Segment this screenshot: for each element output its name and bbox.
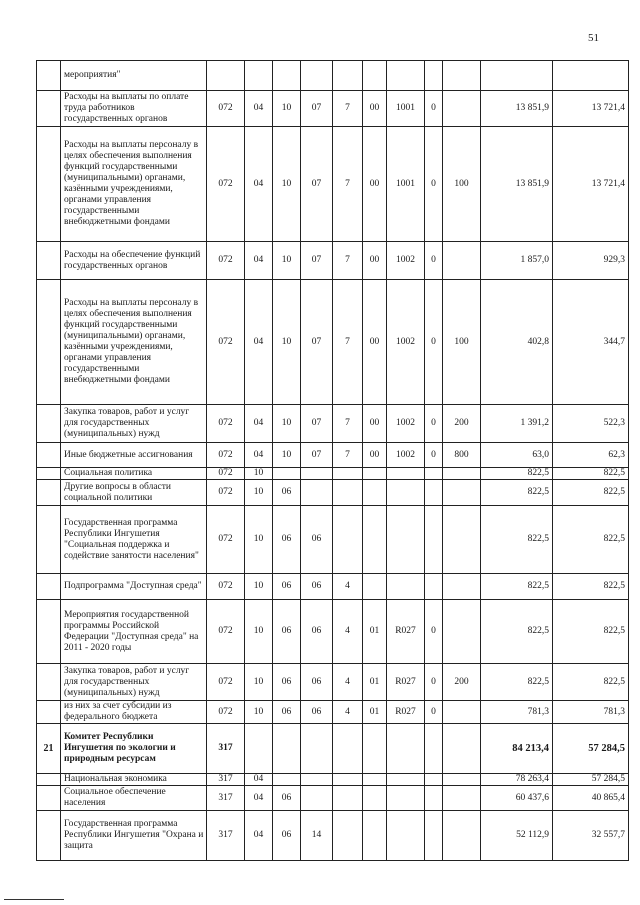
row-name: Закупка товаров, работ и услуг для государственных (муниципальных) нужд <box>61 664 207 701</box>
col-section: 10 <box>245 574 273 600</box>
table-row <box>37 280 629 405</box>
row-name: Расходы на выплаты по оплате труда работников государственных органов <box>61 91 207 127</box>
sum-approved: 60 437,6 <box>481 786 553 811</box>
col-section: 10 <box>245 506 273 574</box>
row-name: Социальное обеспечение населения <box>61 786 207 811</box>
col-expense-type: 800 <box>443 443 481 468</box>
col-direction: 1002 <box>387 280 425 405</box>
table-row <box>37 600 629 664</box>
sum-executed: 781,3 <box>553 701 629 724</box>
col-subprogram <box>333 724 363 774</box>
col-sub: 0 <box>425 405 443 443</box>
table-row <box>37 786 629 811</box>
col-section: 04 <box>245 91 273 127</box>
row-name: Расходы на выплаты персоналу в целях обеспечения выполнения функций государственными (муниципальными) органами, казёнными учреждениями, органами управления государственными внебюджетными фондами <box>61 280 207 405</box>
row-name: Другие вопросы в области социальной политики <box>61 480 207 506</box>
col-sub <box>425 574 443 600</box>
footer-rule <box>4 899 64 900</box>
col-activity: 01 <box>363 701 387 724</box>
row-number <box>37 405 61 443</box>
col-section <box>245 61 273 91</box>
col-program <box>301 724 333 774</box>
col-program: 07 <box>301 242 333 280</box>
col-admin: 072 <box>207 664 245 701</box>
col-expense-type <box>443 574 481 600</box>
row-number <box>37 774 61 786</box>
col-section <box>245 724 273 774</box>
col-program: 07 <box>301 280 333 405</box>
sum-approved: 822,5 <box>481 480 553 506</box>
col-section: 10 <box>245 664 273 701</box>
col-subprogram <box>333 480 363 506</box>
col-expense-type <box>443 701 481 724</box>
col-sub: 0 <box>425 600 443 664</box>
col-admin: 072 <box>207 574 245 600</box>
col-expense-type <box>443 600 481 664</box>
sum-executed: 822,5 <box>553 506 629 574</box>
sum-approved: 13 851,9 <box>481 91 553 127</box>
sum-executed: 929,3 <box>553 242 629 280</box>
col-subprogram: 7 <box>333 242 363 280</box>
sum-executed: 57 284,5 <box>553 774 629 786</box>
col-admin: 072 <box>207 468 245 480</box>
col-program <box>301 786 333 811</box>
col-subsection: 10 <box>273 91 301 127</box>
col-subprogram: 7 <box>333 127 363 242</box>
row-number <box>37 574 61 600</box>
col-section: 04 <box>245 242 273 280</box>
col-subsection: 10 <box>273 443 301 468</box>
sum-approved: 13 851,9 <box>481 127 553 242</box>
row-number <box>37 701 61 724</box>
col-admin <box>207 61 245 91</box>
col-expense-type <box>443 724 481 774</box>
col-expense-type: 200 <box>443 664 481 701</box>
col-program: 06 <box>301 600 333 664</box>
col-sub: 0 <box>425 91 443 127</box>
sum-approved: 822,5 <box>481 664 553 701</box>
sum-executed: 13 721,4 <box>553 127 629 242</box>
col-subsection <box>273 724 301 774</box>
col-admin: 072 <box>207 506 245 574</box>
col-program: 07 <box>301 405 333 443</box>
col-subsection: 10 <box>273 242 301 280</box>
row-name: Социальная политика <box>61 468 207 480</box>
table-row <box>37 774 629 786</box>
page-number: 51 <box>588 32 599 44</box>
col-direction: 1002 <box>387 405 425 443</box>
col-expense-type <box>443 468 481 480</box>
col-admin: 072 <box>207 600 245 664</box>
col-sub: 0 <box>425 443 443 468</box>
sum-executed: 822,5 <box>553 664 629 701</box>
col-expense-type <box>443 61 481 91</box>
col-subprogram: 7 <box>333 91 363 127</box>
col-activity <box>363 724 387 774</box>
sum-executed: 40 865,4 <box>553 786 629 811</box>
col-section: 10 <box>245 701 273 724</box>
row-name: Закупка товаров, работ и услуг для государственных (муниципальных) нужд <box>61 405 207 443</box>
col-subprogram: 4 <box>333 664 363 701</box>
table-row <box>37 506 629 574</box>
row-number <box>37 468 61 480</box>
col-activity: 00 <box>363 127 387 242</box>
col-expense-type: 200 <box>443 405 481 443</box>
budget-table <box>36 60 629 861</box>
col-direction: 1001 <box>387 91 425 127</box>
sum-approved: 402,8 <box>481 280 553 405</box>
sum-approved: 781,3 <box>481 701 553 724</box>
table-row <box>37 443 629 468</box>
sum-approved: 822,5 <box>481 574 553 600</box>
row-number <box>37 664 61 701</box>
table-row <box>37 405 629 443</box>
table-row <box>37 127 629 242</box>
sum-executed: 822,5 <box>553 600 629 664</box>
col-direction: 1002 <box>387 443 425 468</box>
row-number <box>37 127 61 242</box>
row-number <box>37 811 61 861</box>
row-number <box>37 786 61 811</box>
col-expense-type <box>443 774 481 786</box>
col-program: 07 <box>301 91 333 127</box>
col-expense-type <box>443 242 481 280</box>
sum-executed: 822,5 <box>553 468 629 480</box>
col-sub: 0 <box>425 127 443 242</box>
col-sub: 0 <box>425 701 443 724</box>
col-section: 04 <box>245 786 273 811</box>
col-activity: 00 <box>363 242 387 280</box>
col-activity: 00 <box>363 91 387 127</box>
col-sub <box>425 786 443 811</box>
col-sub: 0 <box>425 242 443 280</box>
col-section: 04 <box>245 127 273 242</box>
col-admin: 317 <box>207 774 245 786</box>
col-sub <box>425 468 443 480</box>
table-row <box>37 468 629 480</box>
col-program: 07 <box>301 443 333 468</box>
row-name: Государственная программа Республики Ингушетия "Охрана и защита <box>61 811 207 861</box>
col-activity <box>363 61 387 91</box>
col-sub: 0 <box>425 280 443 405</box>
row-number <box>37 242 61 280</box>
row-number <box>37 443 61 468</box>
col-subprogram: 4 <box>333 701 363 724</box>
sum-executed: 822,5 <box>553 480 629 506</box>
col-activity <box>363 574 387 600</box>
table-row <box>37 701 629 724</box>
table-row <box>37 480 629 506</box>
col-subsection: 06 <box>273 786 301 811</box>
table-row <box>37 811 629 861</box>
row-number <box>37 600 61 664</box>
col-subsection <box>273 468 301 480</box>
col-expense-type <box>443 480 481 506</box>
col-section: 10 <box>245 600 273 664</box>
row-name: Расходы на выплаты персоналу в целях обеспечения выполнения функций государственными (муниципальными) органами, казёнными учреждениями, органами управления государственными внебюджетными фондами <box>61 127 207 242</box>
row-number: 21 <box>37 724 61 774</box>
col-program: 07 <box>301 127 333 242</box>
row-number <box>37 506 61 574</box>
col-expense-type: 100 <box>443 280 481 405</box>
col-admin: 317 <box>207 811 245 861</box>
col-subprogram <box>333 468 363 480</box>
col-direction <box>387 574 425 600</box>
col-program: 06 <box>301 701 333 724</box>
col-program: 06 <box>301 664 333 701</box>
col-program <box>301 774 333 786</box>
col-direction: 1001 <box>387 127 425 242</box>
col-direction <box>387 480 425 506</box>
sum-executed: 822,5 <box>553 574 629 600</box>
col-subsection: 06 <box>273 506 301 574</box>
col-subsection: 10 <box>273 127 301 242</box>
col-subsection: 06 <box>273 480 301 506</box>
row-name: Комитет Республики Ингушетия по экологии и природным ресурсам <box>61 724 207 774</box>
col-subprogram <box>333 786 363 811</box>
row-name: из них за счет субсидии из федерального бюджета <box>61 701 207 724</box>
sum-approved: 63,0 <box>481 443 553 468</box>
col-sub <box>425 724 443 774</box>
col-direction <box>387 774 425 786</box>
sum-executed: 522,3 <box>553 405 629 443</box>
row-name: Расходы на обеспечение функций государственных органов <box>61 242 207 280</box>
col-activity <box>363 811 387 861</box>
col-admin: 317 <box>207 724 245 774</box>
row-number <box>37 280 61 405</box>
table-row <box>37 242 629 280</box>
row-name: Национальная экономика <box>61 774 207 786</box>
col-sub <box>425 774 443 786</box>
col-subprogram <box>333 61 363 91</box>
col-direction <box>387 724 425 774</box>
col-expense-type <box>443 811 481 861</box>
col-section: 04 <box>245 280 273 405</box>
col-section: 04 <box>245 443 273 468</box>
col-direction <box>387 811 425 861</box>
sum-approved: 822,5 <box>481 506 553 574</box>
col-section: 04 <box>245 774 273 786</box>
col-direction <box>387 506 425 574</box>
sum-approved: 822,5 <box>481 600 553 664</box>
col-section: 10 <box>245 468 273 480</box>
col-section: 04 <box>245 811 273 861</box>
col-direction: R027 <box>387 664 425 701</box>
col-subprogram: 7 <box>333 280 363 405</box>
col-subprogram <box>333 811 363 861</box>
col-subprogram <box>333 774 363 786</box>
col-subprogram: 4 <box>333 600 363 664</box>
col-activity <box>363 506 387 574</box>
col-sub <box>425 480 443 506</box>
sum-approved <box>481 61 553 91</box>
col-program <box>301 61 333 91</box>
col-subsection <box>273 61 301 91</box>
sum-approved: 84 213,4 <box>481 724 553 774</box>
sum-approved: 822,5 <box>481 468 553 480</box>
col-admin: 317 <box>207 786 245 811</box>
col-admin: 072 <box>207 91 245 127</box>
col-activity <box>363 468 387 480</box>
col-program: 14 <box>301 811 333 861</box>
col-subsection: 06 <box>273 664 301 701</box>
col-expense-type <box>443 786 481 811</box>
col-subsection: 06 <box>273 600 301 664</box>
col-expense-type <box>443 91 481 127</box>
col-direction: R027 <box>387 600 425 664</box>
col-sub: 0 <box>425 664 443 701</box>
col-activity: 00 <box>363 405 387 443</box>
col-subprogram: 7 <box>333 443 363 468</box>
row-number <box>37 91 61 127</box>
col-admin: 072 <box>207 405 245 443</box>
col-activity: 01 <box>363 664 387 701</box>
col-subprogram: 4 <box>333 574 363 600</box>
col-subsection <box>273 774 301 786</box>
col-expense-type <box>443 506 481 574</box>
table-row <box>37 724 629 774</box>
col-activity <box>363 786 387 811</box>
col-sub <box>425 61 443 91</box>
col-subprogram <box>333 506 363 574</box>
table-row <box>37 664 629 701</box>
col-subsection: 06 <box>273 701 301 724</box>
sum-approved: 52 112,9 <box>481 811 553 861</box>
col-sub <box>425 506 443 574</box>
col-direction <box>387 786 425 811</box>
row-number <box>37 61 61 91</box>
sum-executed: 62,3 <box>553 443 629 468</box>
row-name: мероприятия" <box>61 61 207 91</box>
col-subprogram: 7 <box>333 405 363 443</box>
col-admin: 072 <box>207 443 245 468</box>
col-section: 04 <box>245 405 273 443</box>
row-name: Мероприятия государственной программы Российской Федерации "Доступная среда" на 2011 - 2020 годы <box>61 600 207 664</box>
col-activity: 01 <box>363 600 387 664</box>
col-subsection: 06 <box>273 811 301 861</box>
sum-executed <box>553 61 629 91</box>
col-activity <box>363 774 387 786</box>
col-expense-type: 100 <box>443 127 481 242</box>
sum-approved: 78 263,4 <box>481 774 553 786</box>
sum-approved: 1 391,2 <box>481 405 553 443</box>
row-name: Государственная программа Республики Ингушетия "Социальная поддержка и содействие занятости населения" <box>61 506 207 574</box>
sum-executed: 13 721,4 <box>553 91 629 127</box>
col-admin: 072 <box>207 242 245 280</box>
col-activity <box>363 480 387 506</box>
row-name: Иные бюджетные ассигнования <box>61 443 207 468</box>
col-direction: 1002 <box>387 242 425 280</box>
col-program: 06 <box>301 506 333 574</box>
sum-executed: 32 557,7 <box>553 811 629 861</box>
row-name: Подпрограмма "Доступная среда" <box>61 574 207 600</box>
row-number <box>37 480 61 506</box>
col-program <box>301 480 333 506</box>
col-activity: 00 <box>363 280 387 405</box>
col-direction: R027 <box>387 701 425 724</box>
sum-approved: 1 857,0 <box>481 242 553 280</box>
table-row <box>37 91 629 127</box>
col-direction <box>387 468 425 480</box>
sum-executed: 57 284,5 <box>553 724 629 774</box>
col-admin: 072 <box>207 480 245 506</box>
col-section: 10 <box>245 480 273 506</box>
col-subsection: 10 <box>273 405 301 443</box>
table-row <box>37 574 629 600</box>
col-admin: 072 <box>207 127 245 242</box>
col-program <box>301 468 333 480</box>
sum-executed: 344,7 <box>553 280 629 405</box>
col-admin: 072 <box>207 701 245 724</box>
col-activity: 00 <box>363 443 387 468</box>
table-row <box>37 61 629 91</box>
col-sub <box>425 811 443 861</box>
col-admin: 072 <box>207 280 245 405</box>
col-subsection: 06 <box>273 574 301 600</box>
col-direction <box>387 61 425 91</box>
col-subsection: 10 <box>273 280 301 405</box>
col-program: 06 <box>301 574 333 600</box>
